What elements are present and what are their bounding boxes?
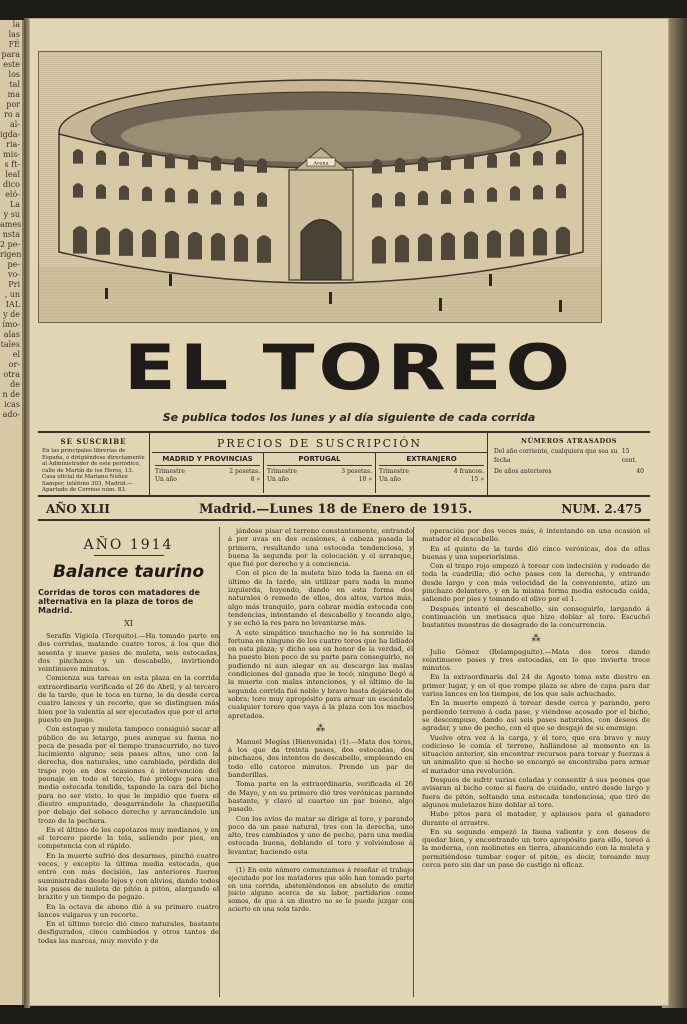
prev-page-fragment: or- [8, 360, 20, 369]
arch-window [441, 190, 451, 205]
prev-page-fragment: y de [3, 310, 20, 319]
prev-page-fragment: el [12, 350, 20, 359]
paragraph: Después intentó el descabello, sin conseguirlo, largando á continuación un metisaca que hizo doblar al toro. Escuchó bastantes muestras de desagrado de la concurrencia. [422, 604, 650, 630]
prev-page-fragment: para [1, 50, 20, 59]
paragraph: Con los avíos de matar se dirige al toro, y parando poco da un pase natural, tres con la derecha, uno alto, tres cambiados y uno de pecho, para una media estocada buena, doblando el toro y volviéndose á levantar, haciendo esta [228, 814, 413, 856]
arch-window [165, 231, 179, 259]
column-3-body [422, 527, 650, 869]
arch-window [487, 187, 497, 202]
price-column-heading: MADRID Y PROVINCIAS [155, 455, 260, 466]
price-column-heading: PORTUGAL [267, 455, 372, 466]
section-number: XI [124, 619, 133, 628]
arch-window [372, 236, 386, 264]
arch-window [372, 159, 382, 174]
price-row [267, 468, 372, 476]
paragraph: Comienza sus tareas en esta plaza en la corrida extraordinaria verificada el 26 de Abril, y al tercero de la tarde, que le toca en turno, le da desde cerca cuatro lances y un recorte, que se distinguen más bien por la valentía al ser ejecutados que por el arte puesto en juego. [38, 674, 219, 724]
arch-window [142, 153, 152, 168]
prev-page-fragment: ado- [2, 410, 20, 419]
prev-page-fragment: alas [3, 330, 20, 339]
arch-window [418, 191, 428, 206]
price-value: 8 » [250, 476, 260, 483]
paragraph: En la octava de abono dió á su primero cuatro lances vulgares y un recorte. [38, 902, 219, 919]
arch-window [165, 188, 175, 203]
dateline [38, 499, 650, 521]
prev-page-fragment: mis- [3, 150, 20, 159]
paragraph: En la muerte empezó á torear desde cerca y parando, pero perdiendo terreno á cada pase, y viéndose acosado por el bicho, se descompuso, dando así seis pases naturales, con deseos de agradar, y uno de pecho, con el que se desgajó de su enemigo. [422, 699, 650, 733]
subscribe-text: En las principales librerías de España, ó dirigiéndose directamente al Administrador de este periódico, calle de Martín de los Heros, 13. Casa oficial de Mariano Núñez Samper, teléfono 303, Madrid.—Apartado de Correos núm. 83. [42, 448, 145, 493]
price-column-portugal [264, 453, 376, 493]
paragraph: En el último de los capotazos muy medianos, y en el tercero pierde la tela, saliendo por pies, en competencia con el rápido. [38, 825, 219, 851]
paragraph: Vuelve otra vez á la carga, y el toro, que era bravo y muy codicioso le comía el terreno, hallándose al momento en la situación anterior, sin encontrar recursos para torear y fuerzas á un animalito que si hecho se encargó se encontraba para armar el matador una revolución. [422, 733, 650, 775]
arch-window [487, 153, 497, 168]
prev-page-fragment: ria- [6, 140, 20, 149]
arch-window [395, 235, 409, 262]
prev-page-fragment: de [10, 380, 20, 389]
prev-page-fragment: nsta [2, 230, 20, 239]
prev-page-fragment: este [3, 60, 20, 69]
prices-heading: PRECIOS DE SUSCRIPCIÓN [152, 433, 487, 453]
arch-window [533, 185, 543, 200]
arch-window [188, 155, 198, 170]
paragraph: Con el pico de la muleta hizo toda la faena en el último de la tarde, sin utilizar para nada la mano izquierda, huyendo, dando en esta forma dos naturales ó remedo de ellos, dos altos, varios más, algo más tranquilo, para cobrar media estocada con tendencias, intentando el descabello y tocando algo, y se echó la res para no levantarse más. [228, 569, 413, 628]
arch-window [487, 230, 501, 258]
prev-page-fragment: 2 pe- [0, 240, 21, 249]
price-row [379, 476, 484, 484]
arch-window [73, 183, 83, 198]
arch-window [418, 234, 432, 262]
bullring-illustration [39, 52, 602, 323]
arch-window [96, 150, 106, 165]
arch-window [395, 158, 405, 173]
price-value: 15 » [470, 476, 484, 483]
arch-window [533, 228, 547, 256]
arch-window [464, 154, 474, 169]
price-row [267, 476, 372, 484]
arch-window [119, 185, 129, 200]
prev-page-fragment: IAL [5, 300, 20, 309]
arch-window [142, 230, 156, 257]
arch-window [441, 156, 451, 171]
arch-window [73, 149, 83, 164]
prev-page-fragment: vo- [7, 270, 20, 279]
paragraph: A este simpático muchacho no le ha sonreído la fortuna en ninguno de los cuatro toros que ha lidiado en esta plaza; y dicho sea en honor de la verdad, él ha puesto bien poco de su parte para conseguirlo, no pudiendo ni aun alegar en su descargo las malas condiciones del ganado que le tocó; ninguno llegó á la muerte con malas intenciones, y el último de la segunda corrida fué noble y bravo hasta dejárselo de sobra; toro muy apropósito para armar un escándalo cualquier torero que vaya á la plaza con los machos apretados. [228, 628, 413, 720]
paragraph: En la muerte sufrió dos desarmes, pinchó cuatro veces, y excepto la última media estocada, que entró con más decisión, las anteriores fueron suministradas desde lejos y con alivios, dando todos los pases de muleta de pitón á pitón, alargando el brazito y un tiempo de pegazo. [38, 851, 219, 902]
price-value: 10 » [358, 476, 372, 483]
price-label: Trimestre [379, 468, 409, 475]
prev-page-fragment: la [12, 20, 20, 29]
prev-page-fragment: ro a [4, 110, 20, 119]
paragraph: En el último tercio dió cinco naturales, bastante desfigurados, cinco cambiados y otros tantos de todas las marcas, muy movido y de [38, 920, 219, 945]
article-column-3 [422, 527, 650, 997]
section-ornament: ⁂ [316, 723, 325, 734]
prev-page-fragment: ímo- [2, 320, 20, 329]
price-label: Trimestre [155, 468, 185, 475]
prev-page-fragment: tales [0, 340, 20, 349]
column-2-body [228, 527, 413, 856]
price-label: Un año [379, 476, 401, 483]
prev-page-fragment: tal [9, 80, 20, 89]
arch-window [441, 233, 455, 261]
subscription-info [38, 433, 150, 495]
price-value: 2 pesetas. [229, 468, 260, 475]
prices-table [152, 433, 488, 495]
newspaper-title: EL TOREO [123, 331, 575, 404]
arch-window [165, 154, 175, 169]
arch-window [234, 191, 244, 206]
back-issue-price: 15 cent. [621, 448, 637, 464]
column-1-body [38, 632, 219, 945]
volume-year: AÑO XLII [46, 502, 110, 516]
arch-window [211, 156, 221, 171]
price-label: Trimestre [267, 468, 297, 475]
back-issue-row [494, 447, 644, 465]
article-column-1 [38, 527, 220, 997]
back-issue-label: De años anteriores [494, 468, 552, 475]
newspaper-page [29, 18, 669, 1006]
back-issue-price: 40 [636, 468, 644, 475]
back-issue-label: Del año corriente, cualquiera que sea su fecha [494, 448, 618, 464]
arch-window [510, 152, 520, 167]
price-column-abroad [376, 453, 487, 493]
prev-page-fragment: y su [3, 210, 20, 219]
article-deck: Corridas de toros con matadores de alternativa en la plaza de toros de Madrid. [38, 588, 200, 615]
arch-window [96, 227, 110, 255]
price-row [155, 468, 260, 476]
arch-window [257, 158, 267, 173]
prev-page-fragment: La [9, 200, 20, 209]
issue-date: Madrid.—Lunes 18 de Enero de 1915. [198, 501, 473, 517]
prev-page-fragment: ames [0, 220, 22, 229]
prev-page-fragment: ma [7, 90, 20, 99]
arch-window [142, 187, 152, 202]
paragraph: Después de sufrir varias coladas y consentir á sus peones que avisaran al bicho como si fuera de cuidado, entró desde largo y fuera de pitón, soltando una estocada tendenciosa, que tiró de algunos muletazos hizo doblar al toro. [422, 776, 650, 809]
paragraph: En su segundo empezó la faena valiente y con deseos de quedar bien, y encontrando un toro apropósito para ello, toreó á la moderna, con molinetes en tierra, abanicando con la muleta y permitiéndose tumbar coger el pitón, es decir, toreando muy cerca pero sin dar un pase de castigo ni eficaz. [422, 827, 650, 869]
subscription-box [38, 431, 650, 497]
article-column-2 [228, 527, 414, 997]
paragraph: Con estoque y muleta tampoco consiguió sacar al público de su letargo, pues aunque su faena no peca de pesada por el tiempo transcurrido, no tuvo lucimiento alguno; seis pases altos, uno con la derecha, dos naturales, uno cambiado, pérdida del trapo rojo en dos ocasiones é intervención del peonaje en todo el tercio, fué prólogo para una media estocada tendida, tapando la cara del bicho para no ser visto, lo que le impidió que fuera el diestro empuntado, desgarrándole la chaquetilla por debajo del sobaco derecho y arrancándole un trozo de la pechera. [38, 725, 219, 825]
arch-window [119, 228, 133, 256]
arch-window [73, 226, 87, 254]
arch-window [188, 189, 198, 204]
prev-page-fragment: dico [3, 180, 20, 189]
prev-page-fragment: eló- [5, 190, 20, 199]
back-issues-box [490, 433, 648, 495]
arch-window [211, 233, 225, 261]
bullring-engraving [38, 51, 602, 323]
paragraph: Hubo pitos para el matador, y aplausos para el ganadero durante el arrastre. [422, 810, 650, 827]
footnote: (1) En este número comenzamos á reseñar el trabajo ejecutado por los matadores que sólo han tomado parte en una corrida, absteniéndonos en absoluto de emitir juicio alguno acerca de su labor, partidarios como somos, de que á un diestro no se le puede juzgar con acierto en una sola tarde. [228, 865, 413, 913]
section-ornament: ⁂ [531, 633, 541, 644]
prev-page-fragment: s ft- [4, 160, 20, 169]
price-row [155, 476, 260, 484]
gate-sign: Arena [313, 160, 329, 167]
arch-window [533, 151, 543, 166]
price-column-madrid [152, 453, 264, 493]
arch-window [372, 193, 382, 208]
previous-page-edge [0, 20, 24, 1005]
paragraph: En la extraordinaria del 24 de Agosto toma este diestro en primer lugar, y en el que rompe plaza se abre de capa para dar varios lances en los tiempos, de los que sale achuchado. [422, 673, 650, 699]
divider [94, 555, 164, 556]
arch-window [556, 227, 570, 255]
prev-page-fragment: pe- [7, 260, 20, 269]
arch-window [96, 184, 106, 199]
back-issue-row [494, 467, 644, 476]
prev-page-fragment: los [8, 70, 20, 79]
article-year: AÑO 1914 [83, 537, 174, 553]
paragraph: Con el trapo rojo empezó á torear con indecisión y rodeado de toda la cuadrilla; dió ocho pases con la derecha, y entrando desde largo y con más velocidad de la conveniente, atizó un pinchazo delantero, y en la misma forma media estocada caída, saliendo por pies y tomando el olivo por el 1. [422, 562, 650, 604]
prev-page-fragment: las [8, 30, 20, 39]
arch-window [395, 192, 405, 207]
arch-window [556, 150, 566, 165]
prev-page-fragment: , un [4, 290, 20, 299]
price-column-heading: EXTRANJERO [379, 455, 484, 466]
price-value: 3 pesetas. [341, 468, 372, 475]
arch-window [556, 184, 566, 199]
arch-window [418, 157, 428, 172]
paragraph: jándose pisar el terreno constantemente, entrando á por uvas en dos ocasiones, á cabeza pasada la primera, resultando una estocada tendenciosa, y buena la segunda por la colocación y el arranque, que fué por derecho y á conciencia. [228, 527, 413, 569]
paragraph: Julio Gómez (Relampaguito).—Mata dos toros dando veintinueve pases y tres estocadas, en lo que invierte trece minutos. [422, 647, 650, 673]
arch-window [464, 231, 478, 259]
back-issues-heading: NÚMEROS ATRASADOS [521, 437, 617, 445]
prev-page-fragment: otra [3, 370, 20, 379]
prev-page-fragment: por [6, 100, 20, 109]
prev-page-fragment: FÉ [8, 40, 20, 49]
prev-page-fragment: n de [2, 390, 20, 399]
arch-window [510, 186, 520, 201]
paragraph: En el quinto de la tarde dió cinco verónicas, dos de ellas buenas y una superiorísima. [422, 544, 650, 561]
paragraph: Toma parte en la extraordinaria, verificada el 26 de Mayo, y en su primero dió tres verónicas parando bastante, y clavó al cuarteo un par bueno, algo pasado. [228, 780, 413, 814]
prev-page-fragment: rigen [0, 250, 22, 259]
arch-window [119, 151, 129, 166]
arch-window [510, 229, 524, 256]
price-label: Un año [155, 476, 177, 483]
newspaper-subtitle: Se publica todos los lunes y al día siguiente de cada corrida [162, 411, 536, 424]
issue-number: NUM. 2.475 [561, 502, 642, 516]
prev-page-fragment: al- [9, 120, 20, 129]
prev-page-fragment: igda- [0, 130, 21, 139]
prev-page-fragment: leal [5, 170, 20, 179]
prev-page-fragment: Pri [8, 280, 20, 289]
price-value: 4 francos. [453, 468, 484, 475]
price-row [379, 468, 484, 476]
arch-window [234, 157, 244, 172]
paragraph: operación por dos veces más, é intentando en una ocasión el matador el descabello. [422, 527, 650, 544]
arch-window [257, 192, 267, 207]
arch-window [234, 234, 248, 262]
subscribe-heading: SE SUSCRIBE [60, 437, 127, 446]
prev-page-fragment: icas [4, 400, 20, 409]
arch-window [211, 190, 221, 205]
paragraph: Manuel Megías (Bienvenida) (1).—Mata dos toros, á los que da treinta pases, dos estocadas, dos pinchazos, dos intentos de descabello, empleando en todo ello catorce minutos. Prende un par de banderillas. [228, 737, 413, 780]
article-headline: Balance taurino [52, 562, 205, 582]
arch-window [464, 188, 474, 203]
footnote-divider [228, 862, 413, 863]
arch-window [257, 235, 271, 262]
price-label: Un año [267, 476, 289, 483]
paragraph: Serafín Vigiola (Torquito).—Ha tomado parte en dos corridas, matando cuatro toros, á los que dió sesenta y nueve pases de muleta, seis estocadas, dos pinchazos y un descabello, invirtiendo veintinueve minutos. [38, 632, 219, 674]
arch-window [188, 232, 202, 260]
